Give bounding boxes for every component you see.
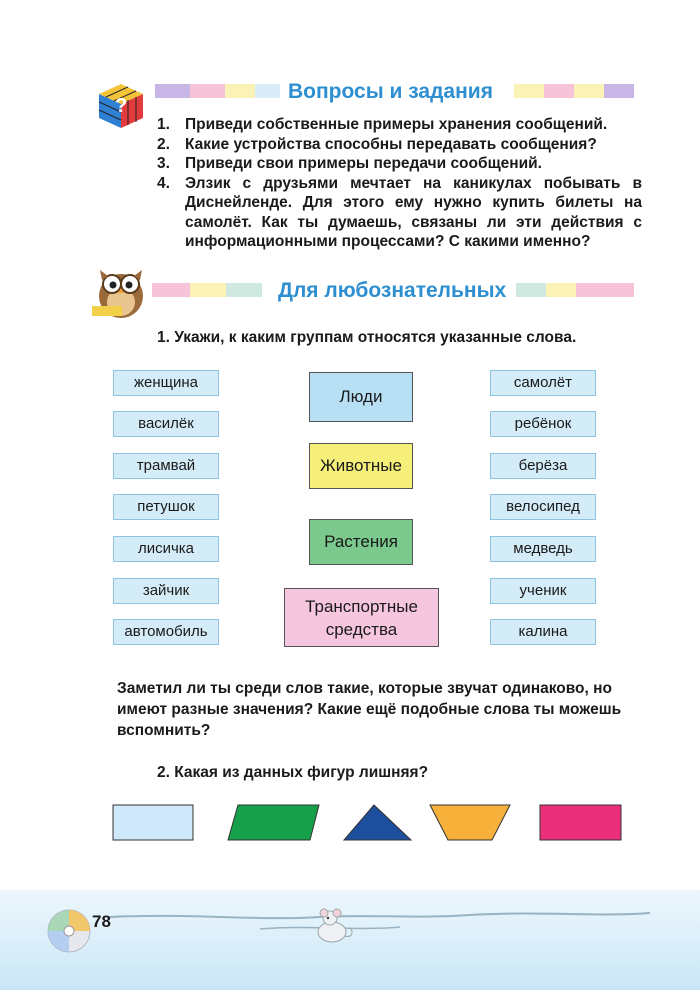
shapes-row bbox=[100, 800, 640, 846]
word-card: ученик bbox=[490, 578, 596, 604]
word-card: петушок bbox=[113, 494, 219, 520]
header-stripe-left bbox=[155, 84, 280, 98]
question-item: 2. Какие устройства способны передавать сообщения? bbox=[157, 135, 597, 153]
word-card: женщина bbox=[113, 370, 219, 396]
footer-line bbox=[110, 905, 650, 935]
owl-icon bbox=[90, 262, 152, 320]
rubik-cube-icon bbox=[95, 80, 147, 132]
shape-rectangle-light-blue bbox=[113, 805, 193, 840]
section-title-questions: Вопросы и задания bbox=[288, 80, 493, 103]
word-card: берёза bbox=[490, 453, 596, 479]
word-card: автомобиль bbox=[113, 619, 219, 645]
header-stripe-left bbox=[152, 283, 262, 297]
svg-text:?: ? bbox=[115, 95, 128, 117]
word-card: василёк bbox=[113, 411, 219, 437]
word-card: велосипед bbox=[490, 494, 596, 520]
task-1-text: 1. Укажи, к каким группам относятся указанные слова. bbox=[157, 329, 577, 346]
word-card: самолёт bbox=[490, 370, 596, 396]
shape-rectangle-pink bbox=[540, 805, 621, 840]
shape-triangle-blue bbox=[344, 805, 411, 840]
word-card: лисичка bbox=[113, 536, 219, 562]
question-item: 4. Элзик с друзьями мечтает на каникулах побывать в Диснейленде. Для этого ему нужно купить билеты на самолёт. Как ты думаешь, связаны ли эти действия с информационными процессами? С какими именно? bbox=[157, 174, 642, 250]
page-number: 78 bbox=[92, 912, 111, 931]
shape-parallelogram-green bbox=[228, 805, 319, 840]
header-stripe-right bbox=[514, 84, 634, 98]
group-people: Люди bbox=[309, 372, 413, 422]
homonym-question: Заметил ли ты среди слов такие, которые звучат одинаково, но имеют разные значения? Какие ещё подобные слова ты можешь вспомнить? bbox=[117, 680, 622, 739]
word-card: трамвай bbox=[113, 453, 219, 479]
word-card: ребёнок bbox=[490, 411, 596, 437]
section-title-curious: Для любознательных bbox=[278, 279, 507, 302]
question-item: 1. Приведи собственные примеры хранения сообщений. bbox=[157, 116, 608, 133]
question-item: 3. Приведи свои примеры передачи сообщений. bbox=[157, 155, 542, 172]
cd-icon bbox=[46, 908, 92, 954]
word-card: калина bbox=[490, 619, 596, 645]
header-stripe-right bbox=[516, 283, 634, 297]
word-card: медведь bbox=[490, 536, 596, 562]
group-transport: Транспортные средства bbox=[284, 588, 439, 647]
mouse-icon bbox=[310, 908, 356, 944]
word-card: зайчик bbox=[113, 578, 219, 604]
task-2-text: 2. Какая из данных фигур лишняя? bbox=[157, 764, 429, 781]
group-animals: Животные bbox=[309, 443, 413, 489]
question-list bbox=[157, 115, 642, 252]
group-plants: Растения bbox=[309, 519, 413, 565]
shape-trapezoid-orange bbox=[430, 805, 510, 840]
